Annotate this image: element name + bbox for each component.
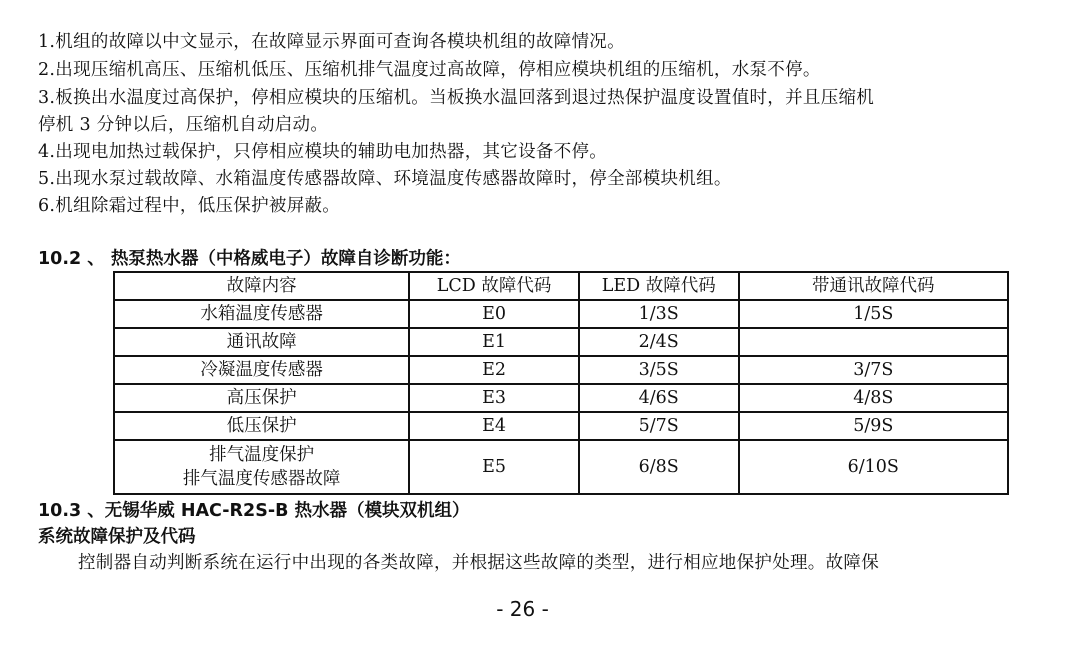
- page-number: - 26 -: [496, 597, 549, 621]
- cell-lcd-code: E2: [409, 356, 579, 384]
- table-row: [114, 328, 1008, 356]
- cell-lcd-code: E3: [409, 384, 579, 412]
- table-row: [114, 356, 1008, 384]
- table-row: [114, 412, 1008, 440]
- cell-comm-code: 6/10S: [739, 440, 1008, 494]
- cell-led-code: 3/5S: [579, 356, 739, 384]
- note-line-6: 6.机组除霜过程中，低压保护被屏蔽。: [38, 196, 341, 216]
- table-row: [114, 300, 1008, 328]
- header-led-code: LED 故障代码: [579, 272, 739, 300]
- cell-fault-content: 低压保护: [114, 412, 409, 440]
- cell-led-code: 5/7S: [579, 412, 739, 440]
- cell-fault-content-line-2: 排气温度传感器故障: [182, 469, 341, 489]
- section-heading-10-2: 10.2 、 热泵热水器（中格威电子）故障自诊断功能：: [38, 249, 461, 269]
- note-line-3-cont: 停机 3 分钟以后，压缩机自动启动。: [38, 115, 329, 135]
- cell-lcd-code: E0: [409, 300, 579, 328]
- cell-fault-content-line-1: 排气温度保护: [209, 445, 315, 465]
- cell-comm-code: [739, 328, 1008, 356]
- cell-led-code: 4/6S: [579, 384, 739, 412]
- cell-lcd-code: E1: [409, 328, 579, 356]
- header-lcd-code: LCD 故障代码: [409, 272, 579, 300]
- header-comm-code: 带通讯故障代码: [739, 272, 1008, 300]
- cell-fault-content: [114, 440, 409, 494]
- note-line-5: 5.出现水泵过载故障、水箱温度传感器故障、环境温度传感器故障时，停全部模块机组。: [38, 169, 732, 189]
- header-fault-content: 故障内容: [114, 272, 409, 300]
- table-row: [114, 384, 1008, 412]
- cell-lcd-code: E4: [409, 412, 579, 440]
- note-line-1: 1.机组的故障以中文显示，在故障显示界面可查询各模块机组的故障情况。: [38, 32, 625, 52]
- cell-lcd-code: E5: [409, 440, 579, 494]
- cell-comm-code: 1/5S: [739, 300, 1008, 328]
- table-row: [114, 440, 1008, 494]
- cell-fault-content: 水箱温度传感器: [114, 300, 409, 328]
- fault-code-table: [113, 271, 1009, 495]
- cell-fault-content: 高压保护: [114, 384, 409, 412]
- table-header-row: [114, 272, 1008, 300]
- cell-led-code: 2/4S: [579, 328, 739, 356]
- cell-led-code: 1/3S: [579, 300, 739, 328]
- cell-fault-content: 冷凝温度传感器: [114, 356, 409, 384]
- cell-comm-code: 4/8S: [739, 384, 1008, 412]
- subheading-fault-protection: 系统故障保护及代码: [38, 527, 196, 547]
- section-heading-10-3: 10.3 、无锡华威 HAC-R2S-B 热水器（模块双机组）: [38, 501, 470, 521]
- cell-comm-code: 5/9S: [739, 412, 1008, 440]
- cell-comm-code: 3/7S: [739, 356, 1008, 384]
- note-line-2: 2.出现压缩机高压、压缩机低压、压缩机排气温度过高故障，停相应模块机组的压缩机，水泵不停。: [38, 60, 821, 80]
- cell-led-code: 6/8S: [579, 440, 739, 494]
- note-line-3: 3.板换出水温度过高保护，停相应模块的压缩机。当板换水温回落到退过热保护温度设置值时，并且压缩机: [38, 88, 875, 108]
- cell-fault-content: 通讯故障: [114, 328, 409, 356]
- note-line-4: 4.出现电加热过载保护，只停相应模块的辅助电加热器，其它设备不停。: [38, 142, 608, 162]
- body-paragraph: 控制器自动判断系统在运行中出现的各类故障，并根据这些故障的类型，进行相应地保护处理。故障保: [78, 553, 879, 573]
